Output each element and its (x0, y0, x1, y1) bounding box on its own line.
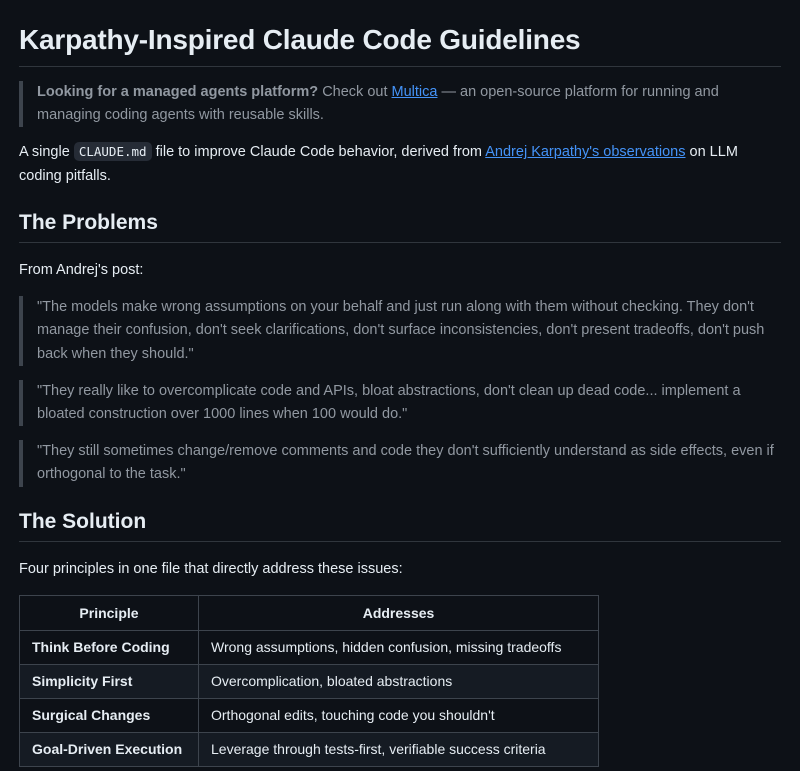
header-principle: Principle (20, 595, 199, 630)
intro-text: A single (19, 144, 74, 161)
header-addresses: Addresses (199, 595, 599, 630)
intro-text-mid: file to improve Claude Code behavior, derived from (151, 144, 486, 161)
intro-text-tail: on LLM coding pitfalls. (19, 144, 738, 184)
solution-intro: Four principles in one file that directly address these issues: (19, 560, 403, 577)
problems-heading: The Problems (19, 210, 781, 243)
principle-cell: Goal-Driven Execution (20, 732, 199, 766)
quote-2: "They really like to overcomplicate code and APIs, bloat abstractions, don't clean up dead code... implement a bloated construction over 1000 lines when 100 would do." (19, 380, 781, 426)
callout-bold-text: Looking for a managed agents platform? (37, 84, 319, 100)
page-title: Karpathy-Inspired Claude Code Guidelines (19, 22, 781, 67)
quote-3: "They still sometimes change/remove comments and code they don't sufficiently understand as side effects, even if orthogonal to the task." (19, 440, 781, 486)
multica-link[interactable]: Multica (391, 84, 438, 100)
addresses-cell: Overcomplication, bloated abstractions (199, 664, 599, 698)
table-row (20, 732, 599, 766)
table-row (20, 698, 599, 732)
callout-note (19, 81, 781, 127)
principle-cell: Simplicity First (20, 664, 199, 698)
addresses-cell: Wrong assumptions, hidden confusion, missing tradeoffs (199, 630, 599, 664)
karpathy-observations-link[interactable]: Andrej Karpathy's observations (485, 144, 686, 161)
principle-cell: Think Before Coding (20, 630, 199, 664)
principle-cell: Surgical Changes (20, 698, 199, 732)
table-row (20, 664, 599, 698)
table-header-row (20, 595, 599, 630)
claude-md-code: CLAUDE.md (74, 142, 152, 161)
addresses-cell: Leverage through tests-first, verifiable success criteria (199, 732, 599, 766)
callout-text: Check out (318, 84, 392, 100)
intro-paragraph (19, 141, 781, 187)
quote-1: "The models make wrong assumptions on your behalf and just run along with them without checking. They don't manage their confusion, don't seek clarifications, don't surface inconsistencies, don't present tradeoffs, don't push back when they should." (19, 296, 781, 366)
table-row (20, 630, 599, 664)
from-post-text: From Andrej's post: (19, 262, 144, 278)
addresses-cell: Orthogonal edits, touching code you shouldn't (199, 698, 599, 732)
principles-table (19, 595, 599, 767)
callout-text-tail: — an open-source platform for running and managing coding agents with reusable skills. (37, 84, 719, 124)
solution-heading: The Solution (19, 509, 781, 542)
